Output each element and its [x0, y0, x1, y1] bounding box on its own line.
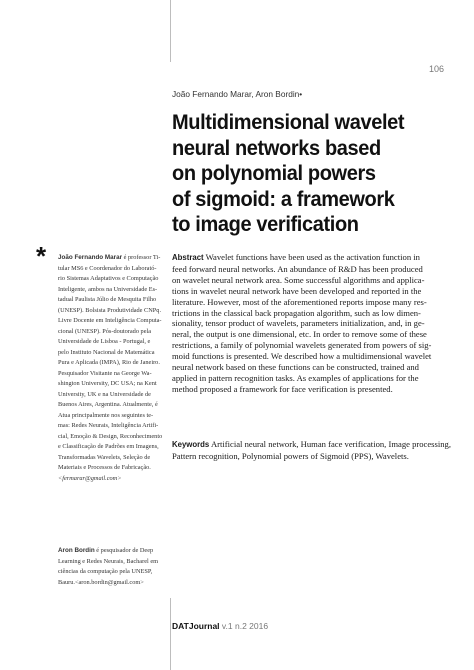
author1-email[interactable]: <fermarar@gmail.com> [58, 474, 122, 482]
keywords-line [172, 439, 451, 451]
bio-text: é pesquisador de Deep [94, 547, 154, 554]
abstract-line: neural network based on these functions can be constructed, trained and [172, 362, 419, 373]
author2-email[interactable]: Bauru.<aron.bordin@gmail.com> [58, 578, 144, 586]
top-divider-line [170, 0, 171, 62]
bio-line [58, 253, 164, 264]
abstract-text: Wavelet functions have been used as the activation function in [203, 252, 420, 262]
author2-bio [58, 546, 164, 588]
bio-line: University, UK e na Universidade de [58, 390, 151, 398]
bio-line: Pesquisador Visitante na George Wa- [58, 369, 152, 377]
abstract-line: restrictions, a family of polynomial wavelets generated from powers of sig- [172, 340, 432, 351]
bio-line: Inteligente, ambos na Universidade Es- [58, 285, 158, 293]
abstract-line: trictions in the classical back propagation algorithm, such as low dimen- [172, 307, 421, 318]
abstract-line: applied in pattern recognition tasks. As examples of applications for the [172, 372, 419, 383]
title-line: Multidimensional wavelet [172, 110, 405, 134]
bio-line: Livre Docente em Inteligência Computa- [58, 317, 162, 324]
bio-line: shington University, DC USA; na Kent [58, 380, 157, 387]
asterisk-marker: * [36, 241, 47, 271]
keywords-line: Pattern recognition, Polynomial powers of Sigmoid (PPS), Wavelets. [172, 450, 409, 461]
article-title [172, 110, 432, 238]
bio-line [58, 546, 164, 557]
keywords-text: Artificial neural network, Human face verification, Image processing, [209, 439, 451, 449]
journal-footer [172, 621, 268, 631]
bio-line: Atua principalmente nos seguintes te- [58, 411, 154, 419]
abstract-line: sionality, tensor product of wavelets, parameters initialization, and, in ge- [172, 318, 425, 329]
bio-line: ciências da computação pela UNESP, [58, 568, 153, 575]
title-line: of sigmoid: a framework [172, 186, 395, 211]
title-line: neural networks based [172, 135, 381, 160]
bio-line: e Classificação de Padrões em Imagens, [58, 443, 159, 450]
author2-name: Aron Bordin [58, 547, 95, 554]
bio-line: pelo Instituto Nacional de Matemática [58, 348, 155, 356]
bottom-divider-line [170, 598, 171, 670]
title-line: on polynomial powers [172, 161, 376, 185]
abstract-line: neral, the output is one dimensional, etc. In order to remove some of these [172, 329, 427, 340]
abstract-line [172, 252, 446, 264]
bio-line: Materiais e Processos de Fabricação. [58, 464, 151, 471]
bio-line: tadual Paulista Júlio de Mesquita Filho [58, 296, 157, 303]
bio-line: cional (UNESP). Pós-doutorado pela [58, 327, 152, 335]
authors-text: João Fernando Marar, Aron Bordin [172, 89, 300, 99]
bio-line: Pura e Aplicada (IMPA), Rio de Janeiro. [58, 359, 160, 366]
abstract-line: feed forward neural networks. An abundance of R&D has been produced [172, 263, 423, 274]
abstract-line: literature. However, most of the aforementioned reports impose many res- [172, 296, 427, 307]
abstract-line: tions in wavelet neural network have been developed and reported in the [172, 285, 422, 296]
bio-line: tular MS6 e Coordenador do Laborató- [58, 264, 157, 272]
journal-name: DATJournal [172, 621, 220, 631]
keywords-section [172, 439, 451, 462]
bio-line: (UNESP). Bolsista Produtividade CNPq. [58, 306, 162, 314]
bio-line: rio Sistemas Adaptativos e Computação [58, 275, 159, 282]
abstract-section [172, 252, 446, 395]
journal-volume: v.1 n.2 2016 [219, 621, 269, 631]
bio-text: é professor Ti- [122, 254, 161, 261]
keywords-label: Keywords [172, 440, 210, 449]
bio-line: Transformadas Wavelets, Seleção de [58, 453, 151, 461]
article-authors [172, 89, 302, 99]
abstract-line: on wavelet neural network area. Some successful algorithms and applica- [172, 274, 425, 285]
bio-line: cial, Emoção & Design, Reconhecimento [58, 432, 163, 440]
page-number: 106 [428, 64, 444, 74]
bio-line: mas: Redes Neurais, Inteligência Artifi- [58, 422, 159, 429]
title-line: to image verification [172, 212, 359, 236]
bio-line: Buenos Aires, Argentina. Atualmente, é [58, 401, 158, 408]
abstract-line: method proposed a framework for face verification is presented. [172, 383, 393, 394]
author1-name: João Fernando Marar [58, 254, 123, 261]
author1-bio [58, 253, 164, 484]
bio-line: Universidade de Lisboa - Portugal, e [58, 338, 151, 345]
author-mark: • [299, 89, 303, 99]
abstract-line: moid functions is presented. We described how a multidimensional wavelet [172, 351, 432, 362]
abstract-label: Abstract [172, 253, 204, 262]
bio-line: Learning e Redes Neurais, Bacharel em [58, 557, 159, 565]
